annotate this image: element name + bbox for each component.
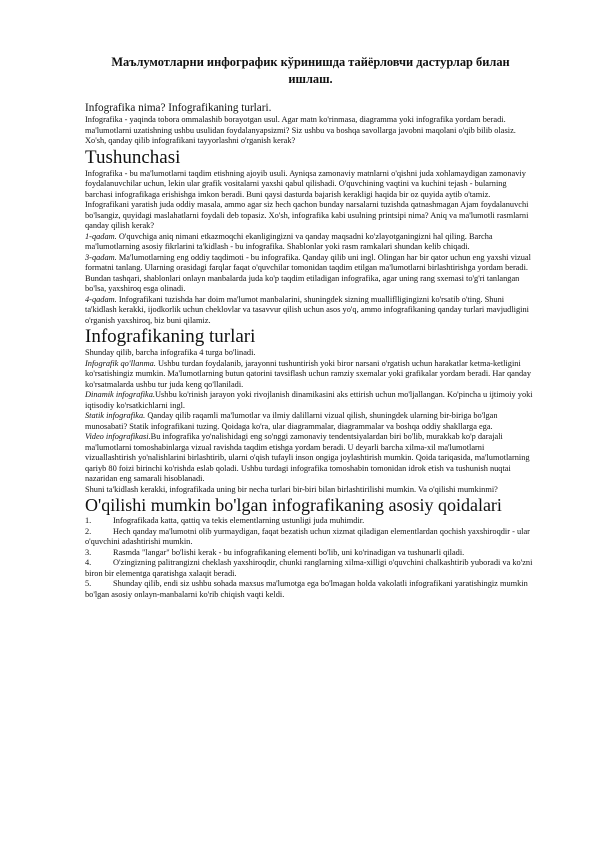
step-label: 3-qadam. — [85, 252, 117, 262]
list-number: 3. — [85, 547, 92, 557]
list-item — [85, 558, 536, 579]
step-paragraph — [85, 295, 536, 327]
list-item — [85, 516, 536, 527]
step-paragraph — [85, 253, 536, 295]
list-number: 5. — [85, 579, 92, 588]
type-paragraph — [85, 411, 536, 432]
type-label: Video infografikasi. — [85, 432, 151, 441]
list-number: 1. — [85, 516, 92, 525]
list-item — [85, 579, 536, 600]
type-label: Statik infografika. — [85, 411, 146, 420]
section-subheading: Infografika nima? Infografikaning turlari. — [85, 102, 272, 114]
list-text: Shunday qilib, endi siz ushbu sohada maxsus ma'lumotga ega bo'lmagan holda vakolatli infografikani yaratishingiz mumkin bo'lgan asosiy onlayn-manbalarni ko'rib chiqish vaqti keldi. — [85, 579, 528, 599]
step-text: Ma'lumotlarning eng oddiy taqdimoti - bu infografika. Qanday qilib uni ingl. Olingan har bir qator uchun eng yaxshi vizual formatni tanlang. Ularning orasidagi farqlar faqat o'quvchilar tomonidan taqdim etilgan ma'lumotlarni birlashtirishga yordam beradi. Bundan tashqari, shablonlari onlayn manbalarda juda ko'p taqdim etiladigan infografika, agar uning rang sxemasi to'g'ri tanlangan bo'lsa, yaxshiroq esga olinadi. — [85, 252, 531, 293]
list-item — [85, 548, 536, 559]
type-text: Bu infografika yo'nalishidagi eng so'nggi zamonaviy tendentsiyalardan biri bo'lib, murakkab ko'p darajali ma'lumotlarni tomoshabinlarga vizual ravishda taqdim etishga yordam beradi. U deyarli barcha xilma-xil ma'lumotlarni vizuallashtirish yo'nalishlarini birlashtirib, ularni o'qish tufayli inson ongiga joylashtirish mumkin. Qoida tariqasida, ma'lumotlarning qariyb 80 foizi birinchi ko'rishda eslab qoladi. Ushbu turdagi infografika tomoshabin tomonidan idrok etish va tushunish nuqtai nazaridan eng samarali hisoblanadi. — [85, 432, 530, 483]
list-item — [85, 527, 536, 548]
type-text: Ushbu turdan foydalanib, jarayonni tushuntirish yoki biror narsani o'rgatish uchun harakatlar ketma-ketligini ko'rsatishingiz mumkin. Ma'lumotlarning butun qatorini tavsiflash uchun ramziy sxemalar yoki grafikalar yordam beradi. Har qanday ko'rsatmalarda ushbu tur juda keng qo'llaniladi. — [85, 358, 532, 389]
type-text: Ushbu ko'rinish jarayon yoki rivojlanish dinamikasini aks ettirish uchun mo'ljallangan. Ko'pincha u ijtimoiy yoki iqtisodiy ko'rsatkichlarni ingl. — [85, 390, 533, 410]
paragraph: Infografika - bu ma'lumotlarni taqdim etishning ajoyib usuli. Ayniqsa zamonaviy matnlarni o'qishni juda xohlamaydigan zamonaviy foydalanuvchilar uchun, lekin ular grafik vositalarni yaxshi qabul qilishadi. O'quvchining vaqtini va kuchini tejash - bularning barchasi infografikaga erishishga imkon beradi. Buni qaysi dasturda bajarish kerakligi haqida bir oz quyida aytib o'tamiz. — [85, 168, 526, 199]
paragraph: Infografikani yaratish juda oddiy masala, ammo agar siz hech qachon bunday narsalarni tuzishda qatnashmagan Ajam foydalanuvchi bo'lsangiz, quyidagi maslahatlarni foydali deb topasiz. Xo'sh, infografika kabi usulning printsipi nima? Aniq va ma'lumotli rasmlarni qanday qilish kerak? — [85, 200, 529, 230]
type-paragraph — [85, 390, 536, 411]
rules-list — [85, 516, 536, 600]
step-text: O'quvchiga aniq nimani etkazmoqchi ekanligingizni va qanday maqsadni ko'zlayotganingizni hal qiling. Barcha ma'lumotlarning asosiy fikrlarini ta'kidlash - bu infografika. Shablonlar yoki rasm ramkalari shundan kelib chiqadi. — [85, 231, 493, 251]
step-paragraph — [85, 232, 536, 253]
type-paragraph — [85, 359, 536, 391]
list-text: Rasmda "langar" bo'lishi kerak - bu infografikaning elementi bo'lib, uni ko'rinadigan va tushunarli qiladi. — [113, 547, 465, 557]
list-number: 2. — [85, 526, 92, 536]
paragraph: Shuni ta'kidlash kerakki, infografikada uning bir necha turlari bir-biri bilan birlashtirilishi mumkin. Va o'qilishi mumkinmi? — [85, 484, 498, 494]
list-text: Hech qanday ma'lumotni olib yurmaydigan, faqat bezatish uchun xizmat qiladigan elementlardan qochish yaxshiroqdir - ular o'quvchini adashtirishi mumkin. — [85, 526, 530, 546]
heading-asosiy-qoidalari: O'qilishi mumkin bo'lgan infografikaning asosiy qoidalari — [85, 495, 502, 515]
heading-infografikaning-turlari: Infografikaning turlari — [85, 326, 256, 347]
intro-paragraph: Infografika - yaqinda tobora ommalashib borayotgan usul. Agar matn ko'rinmasa, diagramma yoki infografika yordam beradi. ma'lumotlarni uzatishning ushbu usulidan foydalanyapsizmi? Siz ushbu va boshqa savollarga javobni maqolani o'qib bilib olasiz. Xo'sh, qanday qilib infografikani tayyorlashni o'rganish kerak? — [85, 115, 516, 145]
list-number: 4. — [85, 558, 92, 567]
step-label: 1-qadam. — [85, 231, 117, 241]
type-paragraph — [85, 432, 536, 485]
step-text: Infografikani tuzishda har doim ma'lumot manbalarini, shuningdek sizning mualliflligingizni ko'rsatib o'ting. Shuni ta'kidlash kerakki, ijodkorlik uchun cheklovlar va tasavvur qilish uchun asos yo'q, ammo infografikaning qanday turlari mavjudligini o'rganish yaxshiroq, biz buni qilamiz. — [85, 294, 529, 325]
type-label: Dinamik infografika. — [85, 390, 155, 399]
heading-tushunchasi: Tushunchasi — [85, 146, 181, 168]
document-title: Маълумотларни инфографик кўринишда тайёрловчи дастурлар билан ишлаш. — [111, 55, 510, 86]
list-text: O'zingizning palitrangizni cheklash yaxshiroqdir, chunki ranglarning xilma-xilligi o'quvchini chalkashtirib yuboradi va ko'zni biron bir elementga qaratishga xalaqit beradi. — [85, 558, 533, 578]
type-text: Qanday qilib raqamli ma'lumotlar va ilmiy dalillarni vizual qilish, shuningdek ularning bir-biriga bo'lgan munosabati? Statik infografikani tuzing. Qoidaga ko'ra, ular diagrammalar, diagrammalar va boshqa oddiy shakllarga ega. — [85, 411, 498, 431]
type-label: Infografik qo'llanma. — [85, 358, 156, 368]
paragraph: Shunday qilib, barcha infografika 4 turga bo'linadi. — [85, 348, 256, 357]
step-label: 4-qadam. — [85, 294, 117, 304]
list-text: Infografikada katta, qattiq va tekis elementlarning ustunligi juda muhimdir. — [113, 516, 365, 525]
